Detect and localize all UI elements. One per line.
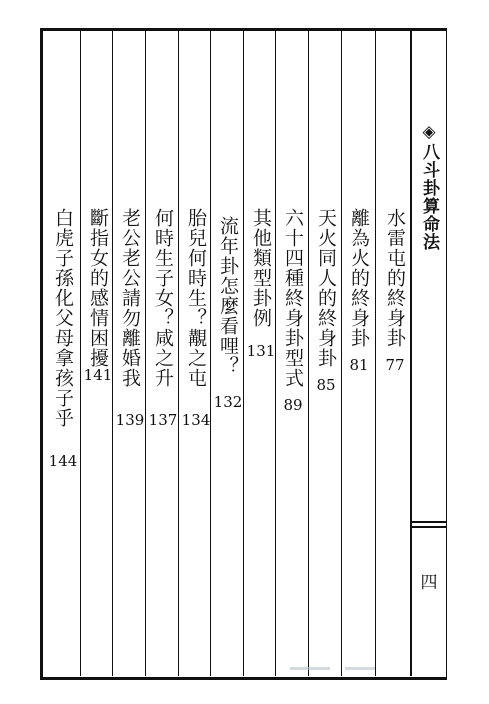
toc-entry-page: 134 bbox=[181, 411, 211, 429]
toc-entry-page: 144 bbox=[48, 452, 78, 470]
page-number: 四 bbox=[420, 573, 438, 593]
toc-entry-title: 天火同人的終身卦 bbox=[315, 208, 337, 368]
toc-entry-title: 胎兒何時生？覯之屯 bbox=[185, 208, 207, 388]
toc-entry-page: 132 bbox=[213, 393, 243, 411]
sidebar-rule bbox=[411, 526, 447, 528]
toc-entry-page: 139 bbox=[115, 411, 145, 429]
toc-entry-title: 離為火的終身卦 bbox=[348, 208, 370, 348]
toc-entry-title: 何時生子女？咸之升 bbox=[152, 208, 174, 388]
toc-entry-page: 85 bbox=[316, 376, 336, 394]
scan-artifact bbox=[290, 667, 330, 670]
toc-entry-title: 斷指女的感情困擾 bbox=[87, 208, 109, 368]
sidebar-rule bbox=[411, 521, 447, 523]
toc-entry-title: 白虎子孫化父母拿孩子乎 bbox=[52, 208, 74, 428]
toc-entry-title: 流年卦怎麼看哩？ bbox=[217, 216, 239, 376]
toc-entry-page: 131 bbox=[246, 342, 276, 360]
toc-entry-page: 81 bbox=[349, 356, 369, 374]
toc-entry-title: 六十四種終身卦型式 bbox=[282, 208, 304, 388]
sidebar-divider bbox=[410, 31, 412, 676]
column-divider bbox=[80, 31, 81, 676]
toc-entry-title: 其他類型卦例 bbox=[250, 208, 272, 328]
column-divider bbox=[375, 31, 376, 676]
toc-entry-page: 77 bbox=[385, 356, 405, 374]
toc-entry-page: 89 bbox=[283, 396, 303, 414]
toc-entry-title: 水雷屯的終身卦 bbox=[384, 208, 406, 348]
toc-entry-page: 141 bbox=[83, 366, 113, 384]
toc-entry-page: 137 bbox=[148, 411, 178, 429]
toc-entry-title: 老公老公請勿離婚我 bbox=[119, 208, 141, 388]
scan-artifact bbox=[345, 667, 375, 670]
book-title: ◈八斗卦算命法 bbox=[419, 122, 439, 251]
